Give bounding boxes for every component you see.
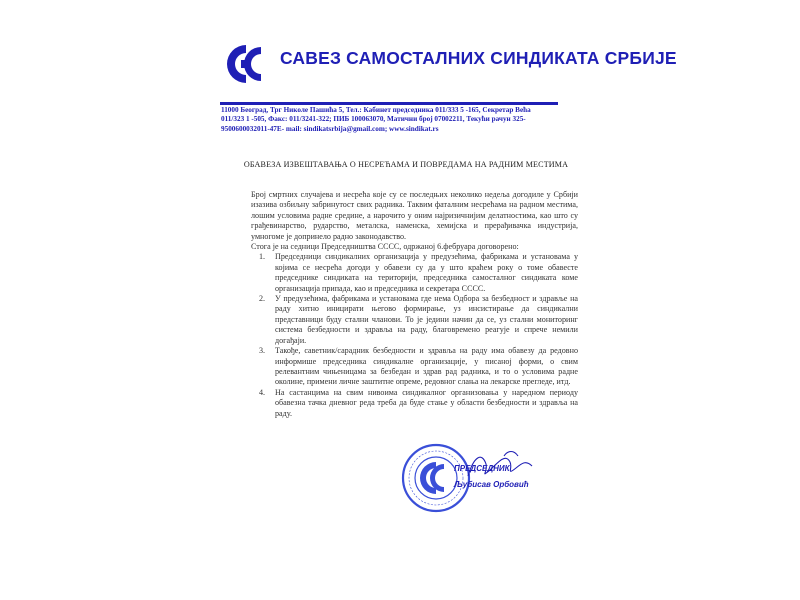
header-divider (220, 102, 558, 105)
list-item (251, 388, 578, 419)
point-text: Такође, саветник/сарадник безбедности и здравља на раду има обавезу да редовно информише председника синдикалне организације, у писаној форми, о свим релевантним чињеницама за безбедан и здрав рад радника, и то о условима радне околине, примени личне заштитне опреме, редовног слања на лекарске прегледе, итд. (275, 346, 578, 387)
point-number: 1. (259, 252, 266, 262)
document-body (251, 190, 578, 419)
signatory-name: Љубисав Орбовић (454, 480, 529, 489)
point-number: 2. (259, 294, 266, 304)
contact-line: 011/323 1 -505, Факс: 011/3241-322; ПИБ 100063070, Матични број 07002211, Текући рачун 325- (221, 115, 526, 124)
signatory-title: ПРЕДСЕДНИК (454, 464, 510, 473)
contact-info (221, 106, 566, 134)
point-number: 4. (259, 387, 266, 397)
point-number: 3. (259, 346, 266, 356)
signature-block (400, 442, 550, 522)
decision-points (251, 252, 578, 419)
point-text: Председници синдикалних организација у предузећима, фабрикама и установама у којима се несрећа догоди у обавези су да у што краћем року о томе обавесте председнике синдиката на територији, председника самосталног синдиката коме организација припада, као и председника и секретара СССС. (275, 252, 578, 293)
organization-name: САВЕЗ САМОСТАЛНИХ СИНДИКАТА СРБИЈЕ (280, 48, 677, 68)
point-text: У предузећима, фабрикама и установама где нема Одбора за безбедност и здравље на раду хитно иницирати његово формирање, уз инсистирање да синдикални представници буду стални чланови. То је једини начин да се, уз стални мониторинг система безбедности и здравља на раду, благовремено реагује и спрече немили догађаји. (275, 294, 578, 345)
letterhead (220, 38, 677, 98)
contact-line: 11000 Београд, Трг Николе Пашића 5, Тел.: Кабинет председника 011/333 5 -165, Секретар Већа (221, 106, 531, 114)
list-item (251, 252, 578, 294)
list-item (251, 346, 578, 388)
document-title: ОБАВЕЗА ИЗВЕШТАВАЊА О НЕСРЕЋАМА И ПОВРЕДАМА НА РАДНИМ МЕСТИМА (243, 160, 569, 169)
intro-paragraph: Број смртних случајева и несрећа које су се последњих неколико недеља догодиле у Србији изазива озбиљну забринутост свих радника. Таквим фаталним несрећама на радном местима, лошим условима радне средине, а нарочито у оним најризичнијим делатностима, као што су грађевинарство, рударство, металска, наменска, хемијска и прерађивачка индустрија, умногоме је допринело радно законодавство. (251, 190, 578, 241)
list-item (251, 294, 578, 346)
contact-line: 9500600032011-47Е- mail: sindikatsrbija@gmail.com; www.sindikat.rs (221, 124, 439, 133)
point-text: На састанцима на свим нивоима синдикалног организовања у наредном периоду обавезна тачка дневног реда треба да буде стање у области безбедности и здравља на раду. (275, 387, 578, 418)
decision-paragraph: Стога је на седници Председништва СССС, одржаној 6.фебруара договорено: (251, 242, 519, 252)
sss-logo-icon (220, 38, 274, 90)
